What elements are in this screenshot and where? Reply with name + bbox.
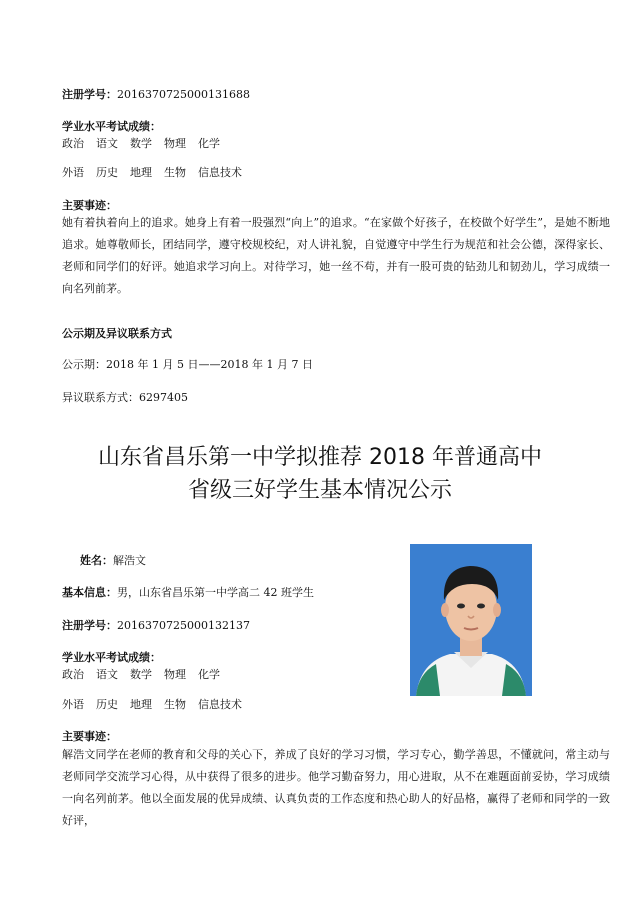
reg-number-2: 注册学号：2016370725000132137 <box>62 619 250 632</box>
objection-contact: 异议联系方式：6297405 <box>62 391 188 404</box>
subjects-row-1b <box>62 166 254 180</box>
subject: 历史 <box>96 698 118 711</box>
name-value: 解浩文 <box>113 554 146 567</box>
deeds-text-1: 她有着执着向上的追求。她身上有着一股强烈“向上”的追求。“在家做个好孩子，在校做个好学生”，是她不断地追求。她尊敬师长，团结同学，遵守校规校纪，对人讲礼貌，自觉遵守中学生行为规范和社会公德，深得家长、老师和同学们的好评。她追求学习向上。对待学习，她一丝不苟，并有一股可贵的钻劲儿和韧劲儿，学习成绩一向名列前茅。 <box>62 216 610 295</box>
deeds-label-2: 主要事迹： <box>62 730 117 743</box>
reg-value: 201637072500013213 <box>117 619 243 632</box>
subject: 化学 <box>198 137 220 150</box>
subject: 地理 <box>130 698 152 711</box>
student-photo-drawing <box>410 544 532 696</box>
reg-value: 201637072500013168 <box>117 88 243 101</box>
info-label: 基本信息： <box>62 586 117 599</box>
subject: 物理 <box>164 137 186 150</box>
subjects-row-2b <box>62 698 254 712</box>
subject: 数学 <box>130 137 152 150</box>
subject: 外语 <box>62 166 84 179</box>
deeds-text-2: 解浩文同学在老师的教育和父母的关心下，养成了良好的学习习惯，学习专心，勤学善思，不懂就问，常主动与老师同学交流学习心得，从中获得了很多的进步。他学习勤奋努力，用心进取，从不在难题面前妥协，学习成绩一向名列前茅。他以全面发展的优异成绩、认真负责的工作态度和热心助人的好品格，赢得了老师和同学的一致好评， <box>62 748 610 827</box>
subject: 政治 <box>62 137 84 150</box>
subjects-row-2a <box>62 668 232 682</box>
basic-info <box>62 586 314 600</box>
subject: 生物 <box>164 166 186 179</box>
name-label: 姓名： <box>80 554 113 567</box>
subject: 外语 <box>62 698 84 711</box>
page-title-line-1: 山东省昌乐第一中学拟推荐 2018 年普通高中 <box>98 445 542 470</box>
subject: 历史 <box>96 166 118 179</box>
subject: 政治 <box>62 668 84 681</box>
subject: 语文 <box>96 137 118 150</box>
student-photo <box>410 544 532 696</box>
subject: 生物 <box>164 698 186 711</box>
deeds-label-1: 主要事迹： <box>62 199 117 212</box>
notice-label: 公示期及异议联系方式 <box>62 327 172 340</box>
subject: 物理 <box>164 668 186 681</box>
exam-scores-label-1: 学业水平考试成绩： <box>62 120 161 133</box>
subject: 信息技术 <box>198 698 242 711</box>
page-title-line-2: 省级三好学生基本情况公示 <box>187 478 452 503</box>
subject: 化学 <box>198 668 220 681</box>
subject: 数学 <box>130 668 152 681</box>
reg-label: 注册学号： <box>62 88 117 101</box>
reg-number-1: 注册学号：2016370725000131688 <box>62 88 250 101</box>
subject: 语文 <box>96 668 118 681</box>
subject: 信息技术 <box>198 166 242 179</box>
subject: 地理 <box>130 166 152 179</box>
subjects-row-1a <box>62 137 232 151</box>
student-name <box>80 554 146 568</box>
notice-period: 公示期：2018 年 1 月 5 日——2018 年 1 月 7 日 <box>62 358 313 371</box>
info-value: 男，山东省昌乐第一中学高二 42 班学生 <box>117 586 314 599</box>
reg-label: 注册学号： <box>62 619 117 632</box>
exam-scores-label-2: 学业水平考试成绩： <box>62 651 161 664</box>
